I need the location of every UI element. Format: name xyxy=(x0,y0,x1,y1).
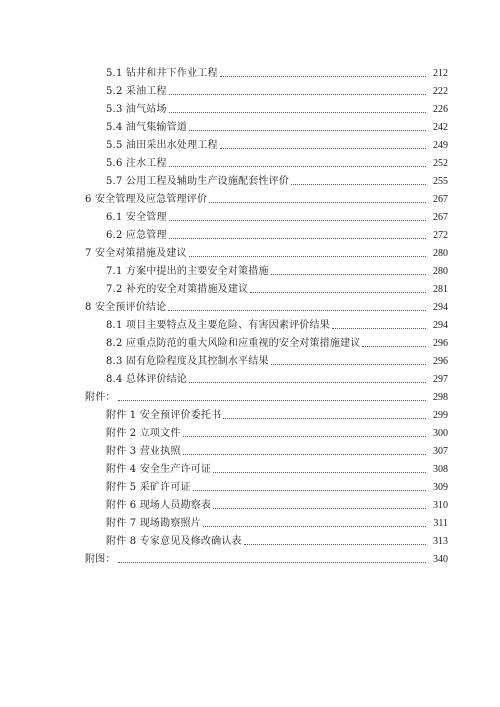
toc-entry-page: 242 xyxy=(433,122,448,133)
toc-entry-label: 附件 3 营业执照 xyxy=(106,446,181,457)
toc-entry-label: 5.4 油气集输管道 xyxy=(106,122,188,133)
toc-entry-label: 6 安全管理及应急管理评价 xyxy=(85,194,208,205)
toc-entry-page: 280 xyxy=(433,248,448,259)
toc-entry-page: 294 xyxy=(433,302,448,313)
toc-entry[interactable] xyxy=(106,118,448,134)
toc-entry-page: 280 xyxy=(433,266,448,277)
dot-leader xyxy=(213,508,426,509)
toc-entry-label: 附件 4 安全生产许可证 xyxy=(106,464,212,475)
toc-entry-label: 5.3 油气站场 xyxy=(106,104,167,115)
toc-entry-label: 7 安全对策措施及建议 xyxy=(85,248,187,259)
toc-entry-chapter[interactable] xyxy=(85,190,448,206)
toc-entry-page: 299 xyxy=(433,410,448,421)
toc-entry[interactable] xyxy=(106,370,448,386)
toc-entry-label: 8.1 项目主要特点及主要危险、有害因素评价结果 xyxy=(106,320,330,331)
toc-entry[interactable] xyxy=(106,334,448,350)
toc-entry-label: 附件 6 现场人员勘察表 xyxy=(106,500,212,511)
toc-entry-page: 296 xyxy=(433,356,448,367)
dot-leader xyxy=(183,454,426,455)
toc-entry[interactable] xyxy=(106,514,448,530)
toc-entry[interactable] xyxy=(106,406,448,422)
toc-entry[interactable] xyxy=(106,262,448,278)
toc-entry-label: 8 安全预评价结论 xyxy=(85,302,167,313)
dot-leader xyxy=(203,526,426,527)
dot-leader xyxy=(362,346,426,347)
dot-leader xyxy=(118,562,426,563)
dot-leader xyxy=(244,544,426,545)
toc-entry-page: 297 xyxy=(433,374,448,385)
toc-entry-page: 308 xyxy=(433,464,448,475)
dot-leader xyxy=(189,382,426,383)
dot-leader xyxy=(183,436,426,437)
toc-entry[interactable] xyxy=(106,226,448,242)
toc-entry-page: 226 xyxy=(433,104,448,115)
dot-leader xyxy=(220,76,426,77)
toc-entry-label: 附件 7 现场勘察照片 xyxy=(106,518,201,529)
toc-entry[interactable] xyxy=(106,280,448,296)
dot-leader xyxy=(169,166,426,167)
toc-entry-figures-heading[interactable] xyxy=(85,550,448,566)
toc-entry[interactable] xyxy=(106,442,448,458)
toc-entry-label: 6.2 应急管理 xyxy=(106,230,167,241)
toc-entry[interactable] xyxy=(106,208,448,224)
toc-entry-page: 249 xyxy=(433,140,448,151)
toc-entry-label: 附图： xyxy=(85,554,116,565)
dot-leader xyxy=(209,202,426,203)
toc-entry[interactable] xyxy=(106,352,448,368)
dot-leader xyxy=(189,130,426,131)
toc-entry-page: 296 xyxy=(433,338,448,349)
toc-entry[interactable] xyxy=(106,316,448,332)
toc-entry-page: 298 xyxy=(433,392,448,403)
dot-leader xyxy=(223,418,426,419)
toc-entry[interactable] xyxy=(106,154,448,170)
toc-entry-page: 252 xyxy=(433,158,448,169)
toc-entry-page: 267 xyxy=(433,194,448,205)
dot-leader xyxy=(169,94,426,95)
toc-entry-label: 5.1 钻井和井下作业工程 xyxy=(106,68,218,79)
dot-leader xyxy=(169,112,426,113)
toc-entry[interactable] xyxy=(106,460,448,476)
toc-entry-page: 212 xyxy=(433,68,448,79)
toc-entry-page: 294 xyxy=(433,320,448,331)
dot-leader xyxy=(271,364,426,365)
toc-entry[interactable] xyxy=(106,64,448,80)
dot-leader xyxy=(332,328,426,329)
toc-entry[interactable] xyxy=(106,172,448,188)
toc-entry-page: 300 xyxy=(433,428,448,439)
toc-entry-chapter[interactable] xyxy=(85,244,448,260)
toc-entry-label: 附件 8 专家意见及修改确认表 xyxy=(106,536,242,547)
toc-entry-page: 267 xyxy=(433,212,448,223)
dot-leader xyxy=(271,274,426,275)
toc-entry-page: 272 xyxy=(433,230,448,241)
dot-leader xyxy=(250,292,426,293)
dot-leader xyxy=(213,472,426,473)
toc-entry[interactable] xyxy=(106,136,448,152)
dot-leader xyxy=(193,490,426,491)
toc-entry[interactable] xyxy=(106,424,448,440)
toc-entry-label: 8.2 应重点防范的重大风险和应重视的安全对策措施建议 xyxy=(106,338,361,349)
toc-entry-label: 8.4 总体评价结论 xyxy=(106,374,188,385)
toc-entry[interactable] xyxy=(106,82,448,98)
toc-entry-label: 5.2 采油工程 xyxy=(106,86,167,97)
toc-entry-label: 附件 2 立项文件 xyxy=(106,428,181,439)
dot-leader xyxy=(169,220,426,221)
toc-entry[interactable] xyxy=(106,496,448,512)
toc-entry[interactable] xyxy=(106,532,448,548)
toc-entry-page: 255 xyxy=(433,176,448,187)
toc-entry-label: 7.1 方案中提出的主要安全对策措施 xyxy=(106,266,269,277)
dot-leader xyxy=(118,400,426,401)
toc-entry-page: 307 xyxy=(433,446,448,457)
toc-entry-page: 222 xyxy=(433,86,448,97)
dot-leader xyxy=(168,310,426,311)
toc-entry-label: 附件 1 安全预评价委托书 xyxy=(106,410,222,421)
toc-entry-appendix-heading[interactable] xyxy=(85,388,448,404)
toc-entry[interactable] xyxy=(106,100,448,116)
toc-entry[interactable] xyxy=(106,478,448,494)
toc-entry-label: 附件 5 采矿许可证 xyxy=(106,482,191,493)
toc-entry-page: 309 xyxy=(433,482,448,493)
toc-entry-page: 340 xyxy=(433,554,448,565)
toc-entry-label: 5.5 油田采出水处理工程 xyxy=(106,140,218,151)
toc-entry-page: 313 xyxy=(433,536,448,547)
toc-entry-label: 5.7 公用工程及辅助生产设施配套性评价 xyxy=(106,176,290,187)
toc-entry-label: 8.3 固有危险程度及其控制水平结果 xyxy=(106,356,269,367)
toc-entry-page: 310 xyxy=(433,500,448,511)
dot-leader xyxy=(169,238,426,239)
toc-entry-label: 5.6 注水工程 xyxy=(106,158,167,169)
toc-entry-page: 281 xyxy=(433,284,448,295)
dot-leader xyxy=(220,148,426,149)
dot-leader xyxy=(189,256,426,257)
dot-leader xyxy=(291,184,426,185)
toc-entry-page: 311 xyxy=(433,518,448,529)
toc-entry-chapter[interactable] xyxy=(85,298,448,314)
toc-entry-label: 6.1 安全管理 xyxy=(106,212,167,223)
toc-entry-label: 7.2 补充的安全对策措施及建议 xyxy=(106,284,249,295)
toc-entry-label: 附件： xyxy=(85,392,116,403)
